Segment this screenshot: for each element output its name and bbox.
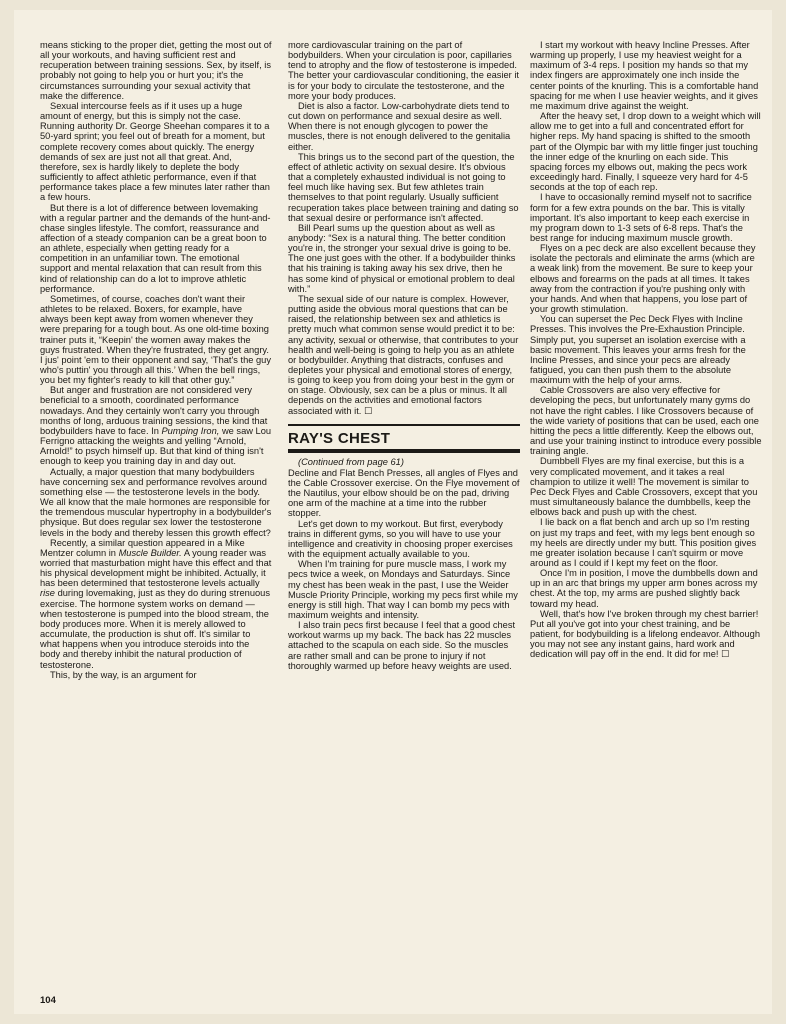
paragraph-text: Bill Pearl sums up the question about as well as anybody: “Sex is a natural thing. The better condition you're in, the stronger your sexual drive is going to be. The one just goes with the other. If a bodybuilder thinks that his training is taking away his sex drive, then he has some kind of physical or emotional problem to deal with.” [288, 222, 516, 294]
text-column-right [530, 40, 762, 995]
paragraph-text: Decline and Flat Bench Presses, all angles of Flyes and the Cable Crossover exercise. On the Flye movement of the Nautilus, your elbow should be on the pad, driving one arm of the machine at a time into the rubber stopper. [288, 467, 520, 519]
paragraph [40, 294, 272, 385]
paragraph-text: during lovemaking, just as they do during strenuous exercise. The hormone system works on demand — when testosterone is pumped into the blood stream, the body produces more. When it is merely allowed to accumulate, the production is shut off. It's similar to what happens when you introduce steroids into the body and thereby inhibit the natural production of testosterone. [40, 588, 270, 670]
page-number: 104 [40, 995, 56, 1006]
paragraph-text: Recently, a similar question appeared in a Mike Mentzer column in [40, 537, 245, 558]
paragraph-text: Actually, a major question that many bodybuilders have concerning sex and performance revolves around something else — the testosterone levels in the body. We all know that the male hormones are responsible for the tremendous muscular hypertrophy in a bodybuilder's physique. But does regular sex lower the testosterone levels in the body and thereby lessen this growth effect? [40, 466, 272, 538]
paragraph-text: Flyes on a pec deck are also excellent because they isolate the pectorals and eliminate the arms (which are a weak link) from the movement. Be sure to keep your elbows and forearms on the pads at all times. It takes away from the contraction if you're pushing only with your hands. And when that happens, you lose part of your growth stimulation. [530, 243, 756, 315]
italic-text: rise [40, 588, 55, 599]
paragraph-text: more cardiovascular training on the part of bodybuilders. When your circulation is poor, capillaries tend to atrophy and the flow of testosterone is impeded. The better your cardiovascular conditioning, the easier it is for your body to circulate the testosterone, and the more your body produces. [288, 40, 519, 101]
paragraph [530, 568, 762, 609]
paragraph-text: Sexual intercourse feels as if it uses up a huge amount of energy, but this is simply not the case. Running authority Dr. George Sheehan compares it to a 50-yard sprint; you feel out of breath for a moment, but complete recovery comes about quickly. The energy demands of sex are just not all that great. And, therefore, sex is hardly likely to deplete the body sufficiently to affect athletic performance, even if that performance takes place a few minutes later rather than a few hours. [40, 100, 270, 203]
paragraph-text: A young reader was worried that masturbation might have this effect and that his physical development might be inhibited. Actually, it has been determined that testosterone levels actually [40, 547, 272, 589]
paragraph [288, 620, 520, 671]
paragraph [288, 468, 520, 519]
paragraph [288, 40, 520, 101]
paragraph [530, 40, 762, 111]
paragraph-text: I lie back on a flat bench and arch up so I'm resting on just my traps and feet, with my legs bent enough so my heels are directly under my butt. This position gives me greater isolation because I can't squirm or move around as I could if I kept my feet on the floor. [530, 517, 757, 568]
paragraph [530, 314, 762, 385]
paragraph [40, 40, 272, 101]
paragraph [288, 559, 520, 620]
paragraph-text: But there is a lot of difference between lovemaking with a regular partner and the demands of the hunt-and-chase singles lifestyle. The comfort, reassurance and affection of a steady companion can be a great boon to an athlete, especially when getting ready for a competition in an unfamiliar town. The emotional support and mental relaxation that can result from this kind of relationship can do a lot to improve athletic performance. [40, 202, 271, 294]
paragraph [530, 111, 762, 192]
paragraph [530, 385, 762, 456]
article-continuation-text [288, 40, 520, 416]
paragraph [40, 385, 272, 466]
paragraph [288, 223, 520, 294]
paragraph [530, 517, 762, 568]
paragraph-text: Well, that's how I've broken through my chest barrier! Put all you've got into your chest training, and be patient, for bodybuilding is a lifelong endeavor. Although you may not see any instant gains, hard work and dedication will pay off in the end. It did for me! ☐ [530, 608, 761, 660]
italic-text: Muscle Builder. [118, 547, 182, 558]
paragraph [530, 456, 762, 517]
paragraph-text: Cable Crossovers are also very effective for developing the pecs, but unfortunately many gyms do not have the right cables. I like Crossovers because of the wide variety of positions that can be used, each one hitting the pecs a little differently. Keep the elbows out, and use your training instinct to introduce every possible training angle. [530, 385, 762, 457]
paragraph-text: I also train pecs first because I feel that a good chest workout warms up my back. The back has 22 muscles attached to the scapula on each side. So the muscles are rather small and can be prone to injury if not thoroughly warmed up before heavy weights are used. [288, 620, 516, 671]
section-rule-top [288, 424, 520, 426]
paragraph-text: we saw Lou Ferrigno attacking the weights and yelling “Arnold, Arnold!” to psych himself up. But that kind of thing isn't enough to keep you training day in and day out. [40, 425, 272, 467]
section-heading: RAY'S CHEST [288, 429, 391, 447]
section-rule-bottom [288, 449, 520, 453]
paragraph-text: This brings us to the second part of the question, the effect of athletic activity on sexual desire. It's obvious that a completely exhausted individual is not going to feel much like having sex. But few athletes train themselves to that point regularly. Usually sufficient recuperation takes place between training and dating so that sexual desire or performance isn't affected. [288, 151, 519, 223]
paragraph [40, 670, 272, 680]
paragraph-text: Sometimes, of course, coaches don't want their athletes to be relaxed. Boxers, for example, have always been kept away from women whenever they were preparing for a tough bout. As one old-time boxing trainer puts it, “Keepin' the women away makes the guys frustrated. When they're frustrated, they get angry. I jus' point 'em to their opponent and say, ‘That's the guy who's puttin' you through all this.’ When the bell rings, you bet my fighter's ready to kill that other guy.” [40, 293, 271, 386]
paragraph-text: The sexual side of our nature is complex. However, putting aside the obvious moral questions that can be raised, the relationship between sex and athletics is pretty much what common sense would predict it to be: any activity, sexual or otherwise, that contributes to your health and well-being is going to help you as an athlete or bodybuilder. Anything that distracts, confuses and depletes your physical and emotional stores of energy, is going to keep you from doing your best in the gym or on stage. Obviously, sex can be a plus or minus. It all depends on the activities and emotional factors associated with it. ☐ [288, 293, 519, 416]
paragraph-text: When I'm training for pure muscle mass, I work my pecs twice a week, on Mondays and Saturdays. Since my chest has been weak in the past, I use the Weider Muscle Priority Principle, working my pecs first while my energy is still high. That way I can bomb my pecs with maximum weights and intensity. [288, 559, 518, 620]
paragraph-text: I start my workout with heavy Incline Presses. After warming up properly, I use my heaviest weight for a maximum of 3-4 reps. I position my hands so that my index fingers are approximately one inch inside the center points of the knurling. This is a comfortable hand spacing for me when I use heavier weights, and it gives me maximum drive against the weight. [530, 40, 759, 111]
paragraph [40, 101, 272, 203]
paragraph [530, 609, 762, 660]
paragraph-text: Diet is also a factor. Low-carbohydrate diets tend to cut down on performance and sexual desire as well. When there is not enough glycogen to power the muscles, there is not enough delivered to the genitalia either. [288, 100, 511, 152]
paragraph [288, 101, 520, 152]
paragraph [40, 203, 272, 294]
paragraph-text: Let's get down to my workout. But first, everybody trains in different gyms, so you will have to use your intelligence and creativity in choosing proper exercises with the equipment actually available to you. [288, 518, 513, 560]
paragraph-text: This, by the way, is an argument for [50, 669, 197, 680]
paragraph-text: You can superset the Pec Deck Flyes with Incline Presses. This involves the Pre-Exhaustion Principle. Simply put, you superset an isolation exercise with a basic movement. This leaves your arms fresh for the Incline Presses, and since your pecs are already fatigued, you can then push them to the absolute maximum with the help of your arms. [530, 314, 746, 386]
paragraph-text: Dumbbell Flyes are my final exercise, but this is a very complicated movement, and it takes a real champion to utilize it well! The movement is similar to Pec Deck Flyes and Cable Crossovers, except that you must simultaneously balance the dumbbells, keep the elbows back and push up with the chest. [530, 456, 758, 518]
paragraph-text: After the heavy set, I drop down to a weight which will allow me to get into a full and concentrated effort for higher reps. My hand spacing is shifted to the smooth part of the Olympic bar with my little finger just touching the inner edge of the knurling on each side. This spacing forces my elbows out, making the pecs work exceedingly hard. Finally, I squeeze very hard for 4-5 seconds at the top of each rep. [530, 111, 761, 193]
paragraph [40, 467, 272, 538]
continued-from-note: (Continued from page 61) [298, 456, 404, 467]
paragraph-text: But anger and frustration are not considered very beneficial to a smooth, coordinated performance nowadays. And they certainly won't carry you through months of long, arduous training sessions, the kind that bodybuilders have to face. In [40, 385, 268, 436]
paragraph-text: I have to occasionally remind myself not to sacrifice form for a few extra pounds on the bar. This is vitally important. It's also important to keep each exercise in my program down to 1-3 sets of 6-8 reps. That's the best range for inducing maximum muscle growth. [530, 192, 752, 243]
text-column-left [40, 40, 272, 995]
magazine-page [14, 10, 772, 1014]
text-column-middle [288, 40, 520, 995]
paragraph-text: Once I'm in position, I move the dumbbells down and up in an arc that brings my upper arm bones across my chest. At the top, my arms are pushed slightly back toward my head. [530, 568, 758, 609]
paragraph [530, 243, 762, 314]
paragraph [288, 152, 520, 223]
paragraph [40, 538, 272, 670]
paragraph [530, 192, 762, 243]
paragraph [288, 294, 520, 416]
paragraph-text: means sticking to the proper diet, getting the most out of all your workouts, and having sufficient rest and recuperation between training sessions. Sex, by itself, is probably not going to help you or hurt you; it's the circumstances surrounding your sexual activity that make the difference. [40, 40, 272, 101]
italic-text: Pumping Iron, [161, 425, 220, 436]
rays-chest-text [288, 468, 520, 671]
paragraph [288, 519, 520, 560]
